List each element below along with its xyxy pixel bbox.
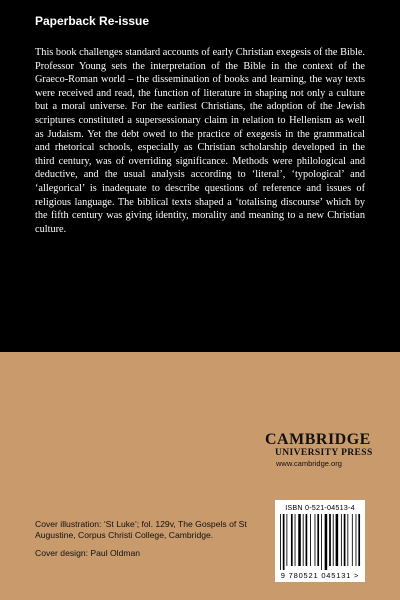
publisher-name: CAMBRIDGE (265, 431, 371, 448)
isbn-barcode-block (275, 500, 365, 582)
design-credit: Cover design: Paul Oldman (35, 548, 141, 558)
book-description: This book challenges standard accounts of early Christian exegesis of the Bible. Professor Young sets the interpretation of the Bible in the context of the Graeco-Roman world – the dissemination of books and learning, the way texts were received and read, the function of literature in shaping not only a culture but a moral universe. For the earliest Christians, the adoption of the Jewish scriptures constituted a supersessionary claim in relation to Hellenism as well as Judaism. Yet the debt owed to the practice of exegesis in the grammatical and rhetorical schools, especially as Christian scholarship developed in the third century, was of overriding significance. Methods were philological and deductive, and the usual analysis according to ‘literal’, ‘typological’ and ‘allegorical’ is inadequate to describe questions of reference and issues of religious language. The biblical texts shaped a ‘totalising discourse’ which by the fifth century was giving identity, morality and meaning to a new Christian culture. (35, 47, 365, 235)
barcode-bar (344, 514, 346, 566)
barcode-bar (303, 514, 304, 566)
barcode-bar (347, 514, 348, 566)
barcode-bar (317, 514, 319, 566)
barcode-bar (336, 514, 339, 566)
barcode-bar (315, 514, 316, 566)
publisher-subtitle: UNIVERSITY PRESS (275, 448, 373, 458)
barcode-bar (333, 514, 334, 566)
barcode-bar (325, 514, 328, 570)
barcode-bar (291, 514, 293, 566)
barcode-bar (356, 514, 357, 566)
barcode-bar (283, 514, 285, 570)
illustration-credit: Cover illustration: ‘St Luke’; fol. 129v, The Gospels of St Augustine, Corpus Christi College, Cambridge. (35, 519, 247, 540)
barcode-bar (352, 514, 353, 566)
barcode-bar (310, 514, 311, 566)
barcode-bar (306, 514, 308, 566)
barcode-bar (295, 514, 296, 566)
barcode-bar (280, 514, 281, 570)
barcode-bar (358, 514, 360, 566)
barcode-bar (329, 514, 331, 566)
barcode-bar (286, 514, 287, 566)
publisher-url: www.cambridge.org (276, 459, 342, 468)
publisher-logo (265, 432, 375, 468)
cover-credits (35, 519, 250, 559)
barcode-bar (298, 514, 301, 566)
barcode-bar (321, 514, 322, 570)
barcode-bar (341, 514, 342, 566)
edition-label: Paperback Re-issue (35, 14, 150, 28)
isbn-label: ISBN 0-521-04513-4 (285, 503, 355, 512)
barcode-digits: 9 780521 045131 > (280, 571, 360, 580)
barcode-icon (279, 514, 361, 570)
